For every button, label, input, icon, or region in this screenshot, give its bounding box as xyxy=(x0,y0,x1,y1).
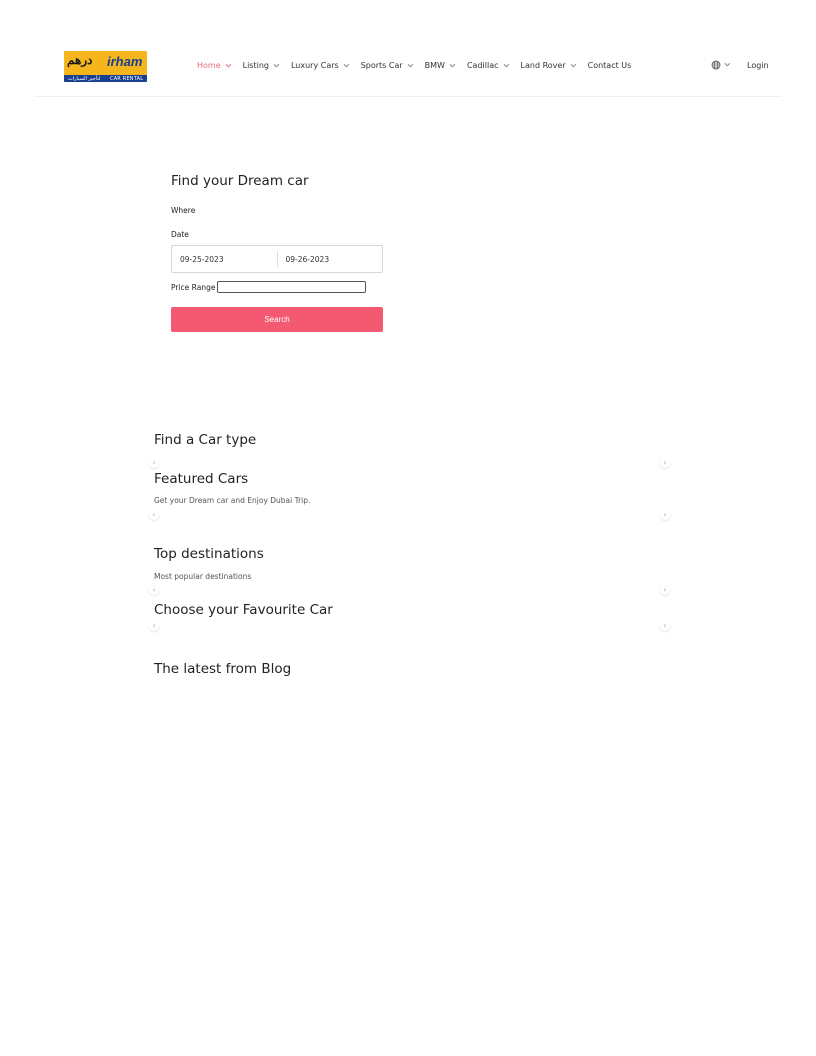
favourite-next-arrow[interactable]: › xyxy=(660,621,670,631)
chevron-down-icon xyxy=(274,61,280,67)
featured-cars-subtitle: Get your Dream car and Enjoy Dubai Trip. xyxy=(154,496,311,505)
nav-cadillac-label: Cadillac xyxy=(466,61,499,70)
featured-next-arrow[interactable]: › xyxy=(660,510,670,520)
car-type-prev-arrow[interactable]: ‹ xyxy=(149,458,159,468)
chevron-down-icon xyxy=(450,61,456,67)
car-type-next-arrow[interactable]: › xyxy=(660,458,670,468)
header-tools xyxy=(711,60,769,70)
featured-cars-title: Featured Cars xyxy=(154,471,249,487)
top-destinations-title: Top destinations xyxy=(154,546,264,562)
nav-contact-us-label: Contact Us xyxy=(587,61,632,70)
favourite-prev-arrow[interactable]: ‹ xyxy=(149,621,159,631)
main-nav xyxy=(197,61,645,70)
nav-bmw-label: BMW xyxy=(424,61,445,70)
logo-arabic-text: درهم xyxy=(67,53,93,67)
nav-bmw[interactable] xyxy=(425,61,453,70)
nav-home-label: Home xyxy=(197,61,221,70)
nav-luxury-cars-label: Luxury Cars xyxy=(290,61,339,70)
date-range-field[interactable] xyxy=(171,245,383,273)
logo-sub-arabic: لتأجير السيارات xyxy=(68,76,101,82)
logo-sub-english: CAR RENTAL xyxy=(110,76,144,82)
top-destinations-subtitle: Most popular destinations xyxy=(154,572,252,581)
nav-listing-label: Listing xyxy=(242,61,269,70)
nav-land-rover-label: Land Rover xyxy=(520,61,566,70)
destinations-prev-arrow[interactable]: ‹ xyxy=(149,585,159,595)
date-from-input[interactable]: 09-25-2023 xyxy=(180,254,224,264)
chevron-down-icon xyxy=(503,61,509,67)
blog-title: The latest from Blog xyxy=(154,661,292,677)
site-header xyxy=(34,40,782,97)
where-label: Where xyxy=(171,206,196,215)
nav-contact-us[interactable] xyxy=(588,61,632,70)
nav-home[interactable] xyxy=(197,61,229,70)
nav-land-rover[interactable] xyxy=(521,61,574,70)
destinations-next-arrow[interactable]: › xyxy=(660,585,670,595)
login-link[interactable]: Login xyxy=(747,60,769,70)
nav-cadillac[interactable] xyxy=(467,61,507,70)
price-range-input[interactable] xyxy=(217,281,366,293)
site-logo[interactable] xyxy=(64,51,147,82)
chevron-down-icon xyxy=(343,61,349,67)
chevron-down-icon[interactable] xyxy=(725,61,731,67)
price-range-label: Price Range xyxy=(171,283,216,292)
search-title: Find your Dream car xyxy=(171,173,309,189)
chevron-down-icon xyxy=(407,61,413,67)
featured-prev-arrow[interactable]: ‹ xyxy=(149,510,159,520)
globe-icon[interactable] xyxy=(711,60,721,70)
nav-listing[interactable] xyxy=(243,61,277,70)
search-button[interactable]: Search xyxy=(171,307,383,332)
logo-english-text: irham xyxy=(107,54,143,69)
date-to-input[interactable]: 09-26-2023 xyxy=(285,254,330,264)
chevron-down-icon xyxy=(225,61,231,67)
favourite-car-title: Choose your Favourite Car xyxy=(154,602,333,618)
nav-sports-car[interactable] xyxy=(361,61,411,70)
nav-luxury-cars[interactable] xyxy=(291,61,347,70)
date-label: Date xyxy=(171,230,189,239)
nav-sports-car-label: Sports Car xyxy=(360,61,403,70)
chevron-down-icon xyxy=(570,61,576,67)
car-type-title: Find a Car type xyxy=(154,432,257,448)
